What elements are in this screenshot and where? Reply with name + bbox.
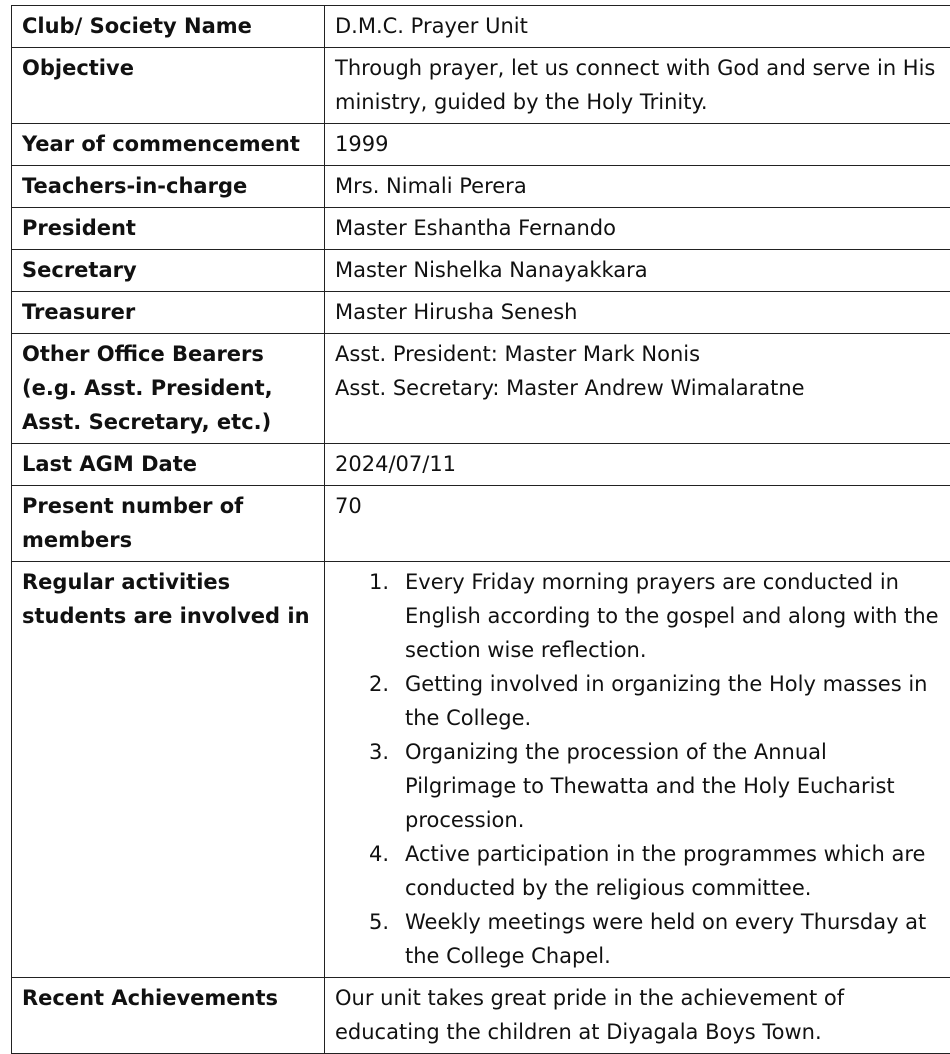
row-label: Regular activities students are involved in — [12, 562, 325, 978]
table-row — [12, 486, 950, 562]
row-label: Secretary — [12, 250, 325, 292]
list-item: Every Friday morning prayers are conducted in English according to the gospel and along with the section wise reflection. — [405, 565, 943, 667]
row-label: Recent Achievements — [12, 978, 325, 1054]
row-label: Present number of members — [12, 486, 325, 562]
row-value: Master Nishelka Nanayakkara — [325, 250, 950, 292]
list-item: Getting involved in organizing the Holy masses in the College. — [405, 667, 943, 735]
office-bearer-line: Asst. President: Master Mark Nonis — [335, 337, 943, 371]
row-label: President — [12, 208, 325, 250]
table-row — [12, 48, 950, 124]
table-row — [12, 444, 950, 486]
row-value: Through prayer, let us connect with God and serve in His ministry, guided by the Holy Trinity. — [325, 48, 950, 124]
table-row — [12, 292, 950, 334]
row-label: Teachers-in-charge — [12, 166, 325, 208]
list-item: Weekly meetings were held on every Thursday at the College Chapel. — [405, 905, 943, 973]
row-label: Other Office Bearers (e.g. Asst. President, Asst. Secretary, etc.) — [12, 334, 325, 444]
table-row — [12, 562, 950, 978]
row-label: Last AGM Date — [12, 444, 325, 486]
table-row — [12, 978, 950, 1054]
row-value: 1999 — [325, 124, 950, 166]
table-row — [12, 6, 950, 48]
row-label: Treasurer — [12, 292, 325, 334]
table-row — [12, 250, 950, 292]
row-value — [325, 562, 950, 978]
table-row — [12, 208, 950, 250]
row-label: Objective — [12, 48, 325, 124]
list-item: Active participation in the programmes which are conducted by the religious committee. — [405, 837, 943, 905]
table-row — [12, 124, 950, 166]
club-info-table — [11, 5, 950, 1054]
row-value: Our unit takes great pride in the achievement of educating the children at Diyagala Boys Town. — [325, 978, 950, 1054]
row-label: Year of commencement — [12, 124, 325, 166]
row-value: Mrs. Nimali Perera — [325, 166, 950, 208]
table-row — [12, 166, 950, 208]
row-value: D.M.C. Prayer Unit — [325, 6, 950, 48]
row-value — [325, 334, 950, 444]
row-value: Master Eshantha Fernando — [325, 208, 950, 250]
row-value: 2024/07/11 — [325, 444, 950, 486]
list-item: Organizing the procession of the Annual Pilgrimage to Thewatta and the Holy Eucharist procession. — [405, 735, 943, 837]
table-row — [12, 334, 950, 444]
row-label: Club/ Society Name — [12, 6, 325, 48]
activities-list — [335, 565, 943, 973]
office-bearer-line: Asst. Secretary: Master Andrew Wimalaratne — [335, 371, 943, 405]
row-value: Master Hirusha Senesh — [325, 292, 950, 334]
row-value: 70 — [325, 486, 950, 562]
